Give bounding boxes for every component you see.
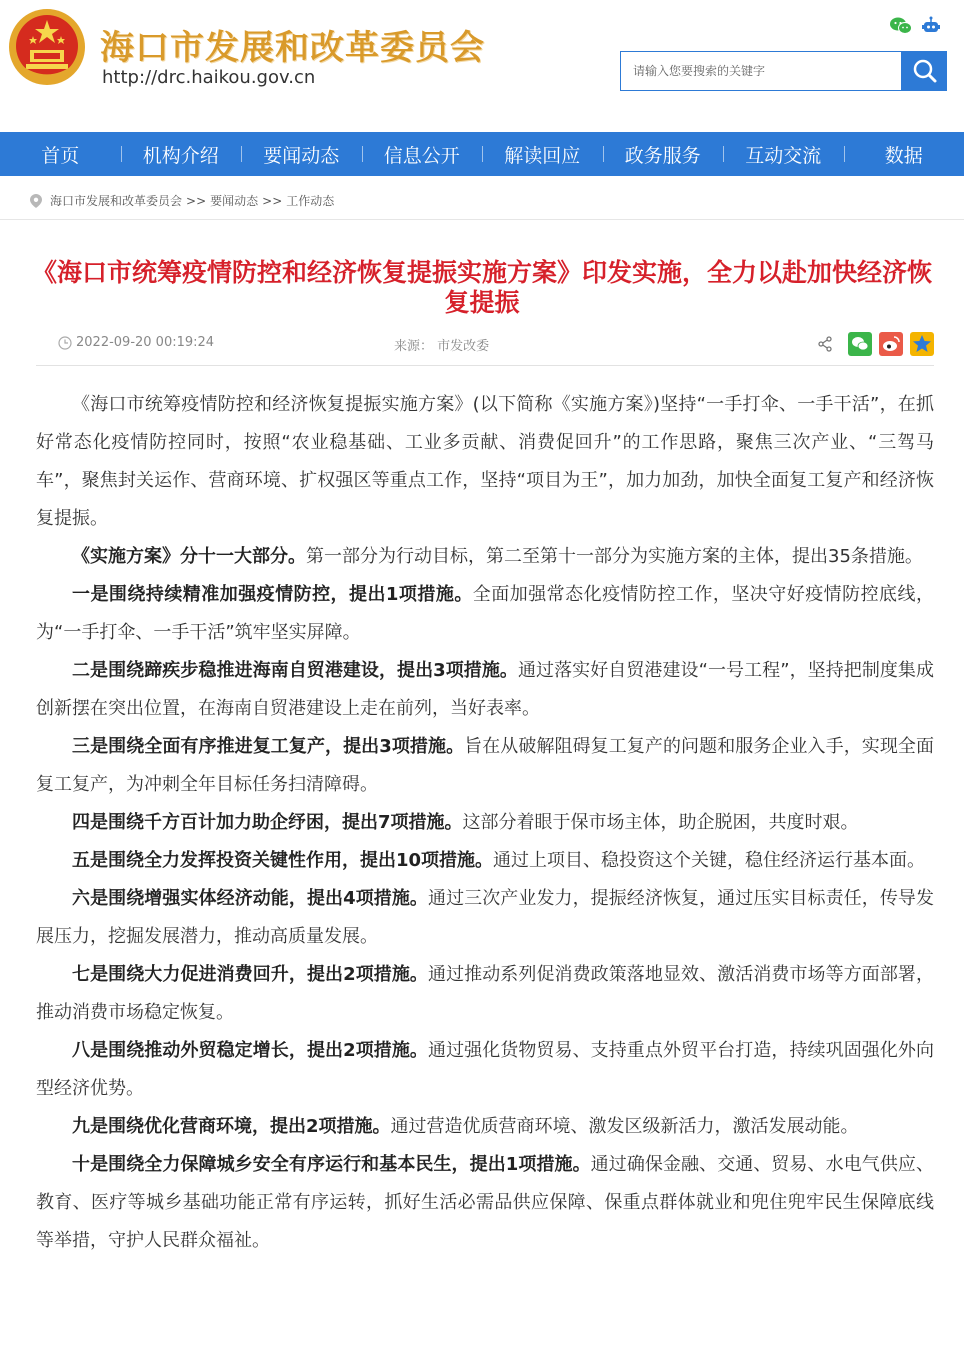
site-header: [0, 0, 964, 132]
breadcrumb-separator: >>: [186, 193, 207, 208]
article-source: 来源： 市发改委: [394, 339, 490, 354]
site-url[interactable]: http://drc.haikou.gov.cn: [102, 67, 316, 88]
article-meta: [36, 332, 934, 354]
article-paragraph: 五是围绕全力发挥投资关键性作用，提出10项措施。通过上项目、稳投资这个关键，稳住经济运行基本面。: [72, 850, 926, 871]
nav-item-info-disclosure[interactable]: 信息公开: [362, 132, 483, 176]
share-icon[interactable]: [817, 336, 833, 356]
publish-date: 2022-09-20 00:19:24: [76, 335, 215, 350]
search-input[interactable]: [621, 52, 901, 90]
wechat-icon[interactable]: [890, 16, 910, 36]
article-body: [36, 386, 934, 1260]
article-paragraph: 四是围绕千方百计加力助企纾困，提出7项措施。这部分着眼于保市场主体，助企脱困，共度时艰。: [72, 812, 859, 833]
meta-divider: [36, 365, 934, 366]
nav-item-data[interactable]: 数据: [844, 132, 964, 176]
search-button[interactable]: [902, 51, 947, 91]
article-paragraph: 三是围绕全面有序推进复工复产，提出3项措施。旨在从破解阻碍复工复产的问题和服务企业入手，实现全面复工复产，为冲刺全年目标任务扫清障碍。: [36, 736, 934, 795]
breadcrumb-item-news[interactable]: 要闻动态: [210, 194, 259, 208]
nav-item-interpretation[interactable]: 解读回应: [482, 132, 603, 176]
article-paragraph: 九是围绕优化营商环境，提出2项措施。通过营造优质营商环境、激发区级新活力，激活发展动能。: [72, 1116, 859, 1137]
breadcrumb-separator: >>: [262, 193, 283, 208]
article-paragraph: 六是围绕增强实体经济动能，提出4项措施。通过三次产业发力，提振经济恢复，通过压实目标责任，传导发展压力，挖掘发展潜力，推动高质量发展。: [36, 888, 934, 947]
article-title: 《海口市统筹疫情防控和经济恢复提振实施方案》印发实施，全力以赴加快经济恢复提振: [31, 258, 932, 317]
nav-item-organization[interactable]: 机构介绍: [121, 132, 242, 176]
nav-item-interaction[interactable]: 互动交流: [723, 132, 844, 176]
breadcrumb-divider: [0, 219, 964, 220]
main-nav: [0, 132, 964, 176]
search-box: [620, 51, 902, 91]
site-title[interactable]: 海口市发展和改革委员会: [100, 28, 485, 68]
national-emblem-icon: [6, 6, 88, 88]
weibo-share-icon[interactable]: [879, 332, 903, 360]
article-paragraph: 七是围绕大力促进消费回升，提出2项措施。通过推动系列促消费政策落地显效、激活消费市场等方面部署，推动消费市场稳定恢复。: [36, 964, 934, 1023]
nav-item-news[interactable]: 要闻动态: [241, 132, 362, 176]
search-icon: [912, 58, 938, 84]
article-paragraph: 八是围绕推动外贸稳定增长，提出2项措施。通过强化货物贸易、支持重点外贸平台打造，持续巩固强化外向型经济优势。: [36, 1040, 934, 1099]
clock-icon: [58, 336, 72, 350]
qzone-share-icon[interactable]: [910, 332, 934, 360]
article-paragraph: 一是围绕持续精准加强疫情防控，提出1项措施。全面加强常态化疫情防控工作，坚决守好疫情防控底线，为“一手打伞、一手干活”筑牢坚实屏障。: [36, 584, 934, 643]
breadcrumb-item-work-news[interactable]: 工作动态: [286, 194, 335, 208]
share-bar: [817, 332, 934, 360]
robot-icon[interactable]: [922, 16, 942, 36]
location-pin-icon: [30, 194, 42, 208]
wechat-share-icon[interactable]: [848, 332, 872, 360]
nav-item-home[interactable]: 首页: [41, 144, 80, 167]
article-paragraph: 二是围绕蹄疾步稳推进海南自贸港建设，提出3项措施。通过落实好自贸港建设“一号工程”，坚持把制度集成创新摆在突出位置，在海南自贸港建设上走在前列，当好表率。: [36, 660, 934, 719]
article-paragraph: 十是围绕全力保障城乡安全有序运行和基本民生，提出1项措施。通过确保金融、交通、贸易、水电气供应、教育、医疗等城乡基础功能正常有序运转，抓好生活必需品供应保障、保重点群体就业和兜住兜牢民生保障底线等举措，守护人民群众福祉。: [36, 1154, 934, 1251]
article-paragraph: 《海口市统筹疫情防控和经济恢复提振实施方案》(以下简称《实施方案》)坚持“一手打伞、一手干活”，在抓好常态化疫情防控同时，按照“农业稳基础、工业多贡献、消费促回升”的工作思路，聚焦三次产业、“三驾马车”，聚焦封关运作、营商环境、扩权强区等重点工作，坚持“项目为王”，加力加劲，加快全面复工复产和经济恢复提振。: [36, 394, 934, 529]
breadcrumb: [30, 192, 334, 209]
nav-item-gov-services[interactable]: 政务服务: [603, 132, 724, 176]
article-paragraph: 《实施方案》分十一大部分。第一部分为行动目标，第二至第十一部分为实施方案的主体，提出35条措施。: [72, 546, 923, 567]
top-icon-group: [890, 16, 942, 36]
breadcrumb-item-home[interactable]: 海口市发展和改革委员会: [50, 194, 183, 208]
